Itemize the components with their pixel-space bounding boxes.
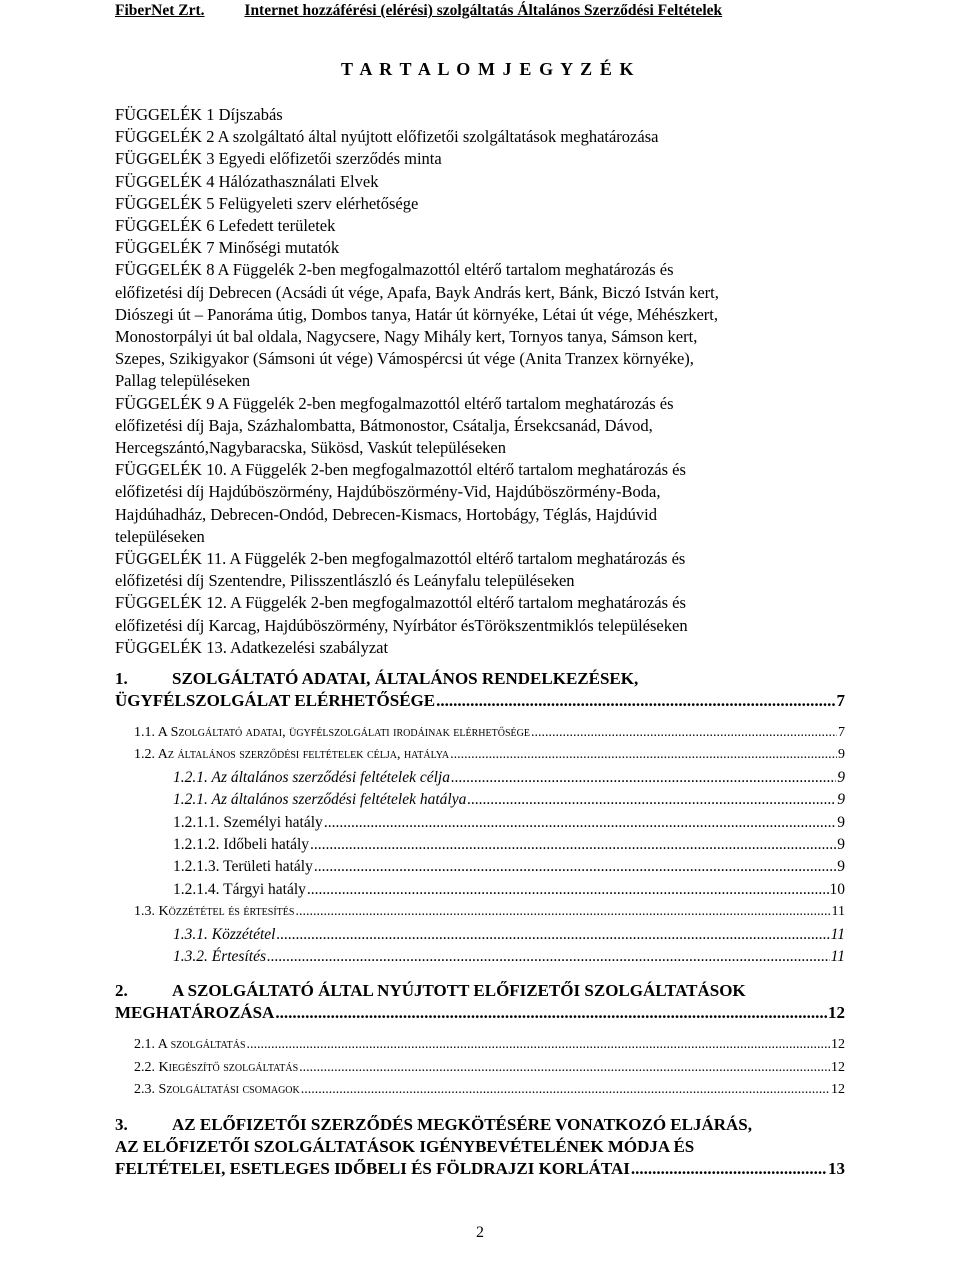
page-ref: 9 (837, 813, 845, 831)
entry-label: 1.3.1. Közzététel (173, 925, 276, 943)
leader-dots (276, 924, 829, 946)
appendix-line: FÜGGELÉK 11. A Függelék 2-ben megfogalmazottól eltérő tartalom meghatározás és (115, 549, 686, 569)
section-number: 3. (115, 1114, 128, 1134)
entry-label: 2.3. Szolgáltatási csomagok (134, 1082, 300, 1098)
entry-label: 1.2.1. Az általános szerződési feltételek hatálya (173, 791, 467, 809)
page-ref: 12 (828, 1003, 845, 1023)
entry-label: 1.2.1.3. Területi hatály (173, 858, 313, 876)
leader-dots (299, 1057, 830, 1079)
appendix-line: Hercegszántó,Nagybaracska, Sükösd, Vaskút településeken (115, 438, 506, 458)
section-number: 2. (115, 981, 128, 1001)
toc-section-1[interactable] (115, 668, 845, 712)
toc-subentry[interactable] (115, 879, 845, 901)
entry-label: 1.1. A Szolgáltató adatai, ügyfélszolgálati irodáinak elérhetősége (134, 725, 530, 740)
appendix-line: FÜGGELÉK 6 Lefedett területek (115, 216, 336, 236)
entry-label: 2.1. A szolgáltatás (134, 1037, 246, 1053)
leader-dots (247, 1034, 830, 1056)
appendix-line: FÜGGELÉK 1 Díjszabás (115, 105, 283, 124)
entry-label: 1.3. Közzététel és értesítés (134, 904, 295, 920)
page-ref: 7 (836, 691, 845, 710)
leader-dots (267, 946, 830, 968)
toc-subentry[interactable] (115, 789, 845, 811)
leader-dots (310, 834, 836, 856)
section-title-line: AZ ELŐFIZETŐI SZERZŐDÉS MEGKÖTÉSÉRE VONATKOZÓ ELJÁRÁS, (172, 1114, 753, 1134)
appendix-line: előfizetési díj Baja, Százhalombatta, Bátmonostor, Csátalja, Érsekcsanád, Dávod, (115, 415, 653, 435)
appendix-line: FÜGGELÉK 8 A Függelék 2-ben megfogalmazottól eltérő tartalom meghatározás és (115, 260, 674, 280)
leader-dots (301, 1079, 830, 1101)
entry-label: 1.2.1.4. Tárgyi hatály (173, 880, 306, 898)
toc-entry[interactable] (115, 744, 845, 766)
section-title-line: A SZOLGÁLTATÓ ÁLTAL NYÚJTOTT ELŐFIZETŐI SZOLGÁLTATÁSOK (172, 981, 746, 1001)
page-number: 2 (476, 1224, 484, 1241)
appendix-line: FÜGGELÉK 2 A szolgáltató által nyújtott előfizetői szolgáltatások meghatározása (115, 127, 659, 147)
appendix-line: előfizetési díj Hajdúböszörmény, Hajdúböszörmény-Vid, Hajdúböszörmény-Boda, (115, 482, 661, 502)
appendix-line: Szepes, Szikigyakor (Sámsoni út vége) Vámospércsi út vége (Anita Tranzex környéke), (115, 349, 694, 369)
toc-entry-1-3[interactable] (115, 901, 845, 923)
section-title-line: ÜGYFÉLSZOLGÁLAT ELÉRHETŐSÉGE (115, 691, 436, 710)
toc-subentry[interactable] (115, 856, 845, 878)
toc-subentry[interactable] (115, 767, 845, 789)
leader-dots (436, 690, 835, 712)
page-ref: 7 (838, 725, 845, 740)
appendix-line: FÜGGELÉK 9 A Függelék 2-ben megfogalmazottól eltérő tartalom meghatározás és (115, 393, 674, 413)
table-of-contents (115, 668, 845, 1180)
toc-section-3[interactable] (115, 1114, 845, 1180)
page-ref: 12 (831, 1037, 845, 1053)
page-ref: 11 (830, 925, 845, 943)
appendix-line: FÜGGELÉK 10. A Függelék 2-ben megfogalmazottól eltérő tartalom meghatározás és (115, 460, 686, 480)
appendix-line: Diószegi út – Panoráma útig, Dombos tanya, Határ út környéke, Létai út vége, Méhészkert, (115, 304, 718, 324)
leader-dots (307, 879, 829, 901)
leader-dots (314, 856, 836, 878)
toc-section-2[interactable] (115, 980, 845, 1024)
appendix-line: Monostorpályi út bal oldala, Nagycsere, Nagy Mihály kert, Tornyos tanya, Sámson kert, (115, 327, 698, 347)
page-ref: 10 (829, 880, 845, 898)
page-ref: 9 (837, 791, 845, 809)
section-title-line: FELTÉTELEI, ESETLEGES IDŐBELI ÉS FÖLDRAJZI KORLÁTAI (115, 1158, 630, 1178)
appendix-line: FÜGGELÉK 3 Egyedi előfizetői szerződés minta (115, 149, 442, 169)
toc-subentry[interactable] (115, 924, 845, 946)
toc-entry[interactable] (115, 1079, 845, 1101)
appendix-line: településeken (115, 526, 205, 546)
appendix-line: FÜGGELÉK 5 Felügyeleti szerv elérhetősége (115, 193, 419, 213)
appendix-line: FÜGGELÉK 7 Minőségi mutatók (115, 238, 340, 258)
appendix-line: FÜGGELÉK 12. A Függelék 2-ben megfogalmazottól eltérő tartalom meghatározás és (115, 593, 686, 613)
page-ref: 9 (837, 858, 845, 876)
entry-label: 2.2. Kiegészítő szolgáltatás (134, 1059, 299, 1075)
leader-dots (275, 1002, 827, 1024)
page-ref: 11 (831, 904, 845, 920)
page-ref: 9 (837, 768, 845, 786)
leader-dots (467, 789, 836, 811)
leader-dots (324, 812, 836, 834)
entry-label: 1.2.1.1. Személyi hatály (173, 813, 323, 831)
page-ref: 12 (831, 1082, 845, 1098)
toc-entry[interactable] (115, 722, 845, 744)
document-title: Internet hozzáférési (elérési) szolgáltatás Általános Szerződési Feltételek (244, 2, 723, 19)
leader-dots (531, 722, 837, 744)
entry-label: 1.2.1. Az általános szerződési feltételek célja (173, 768, 450, 786)
toc-subentry[interactable] (115, 834, 845, 856)
toc-entry[interactable] (115, 1034, 845, 1056)
leader-dots (631, 1158, 827, 1180)
appendix-line: FÜGGELÉK 4 Hálózathasználati Elvek (115, 171, 379, 191)
page-header (115, 2, 839, 20)
appendix-line: Hajdúhadház, Debrecen-Ondód, Debrecen-Kismacs, Hortobágy, Téglás, Hajdúvid (115, 504, 658, 524)
page-ref: 13 (828, 1158, 845, 1178)
appendix-line: előfizetési díj Debrecen (Acsádi út vége, Apafa, Bayk András kert, Bánk, Biczó István kert, (115, 282, 719, 302)
page-ref: 9 (837, 836, 845, 854)
section-title-line: AZ ELŐFIZETŐI SZOLGÁLTATÁSOK IGÉNYBEVÉTELÉNEK MÓDJA ÉS (115, 1136, 695, 1156)
entry-label: 1.2.1.2. Időbeli hatály (173, 836, 310, 854)
appendix-line: előfizetési díj Karcag, Hajdúböszörmény, Nyírbátor ésTörökszentmiklós településeken (115, 615, 688, 635)
leader-dots (451, 767, 836, 789)
section-title-line: SZOLGÁLTATÓ ADATAI, ÁLTALÁNOS RENDELKEZÉSEK, (172, 669, 639, 688)
section-title-line: MEGHATÁROZÁSA (115, 1003, 275, 1023)
section-number: 1. (115, 669, 128, 688)
page-ref: 9 (838, 747, 845, 763)
appendix-list (115, 104, 845, 659)
toc-subentry[interactable] (115, 812, 845, 834)
company-name: FiberNet Zrt. (115, 2, 205, 19)
appendix-line: előfizetési díj Szentendre, Pilisszentlászló és Leányfalu településeken (115, 571, 575, 591)
page-ref: 11 (830, 948, 845, 966)
appendix-line: FÜGGELÉK 13. Adatkezelési szabályzat (115, 637, 389, 657)
toc-entry[interactable] (115, 1057, 845, 1079)
leader-dots (450, 744, 837, 766)
toc-title: T A R T A L O M J E G Y Z É K (341, 59, 636, 79)
toc-subentry[interactable] (115, 946, 845, 968)
entry-label: 1.3.2. Értesítés (173, 948, 266, 966)
page-ref: 12 (831, 1059, 845, 1075)
entry-label: 1.2. Az általános szerződési feltételek célja, hatálya (134, 747, 450, 763)
appendix-line: Pallag településeken (115, 371, 251, 391)
leader-dots (295, 901, 830, 923)
